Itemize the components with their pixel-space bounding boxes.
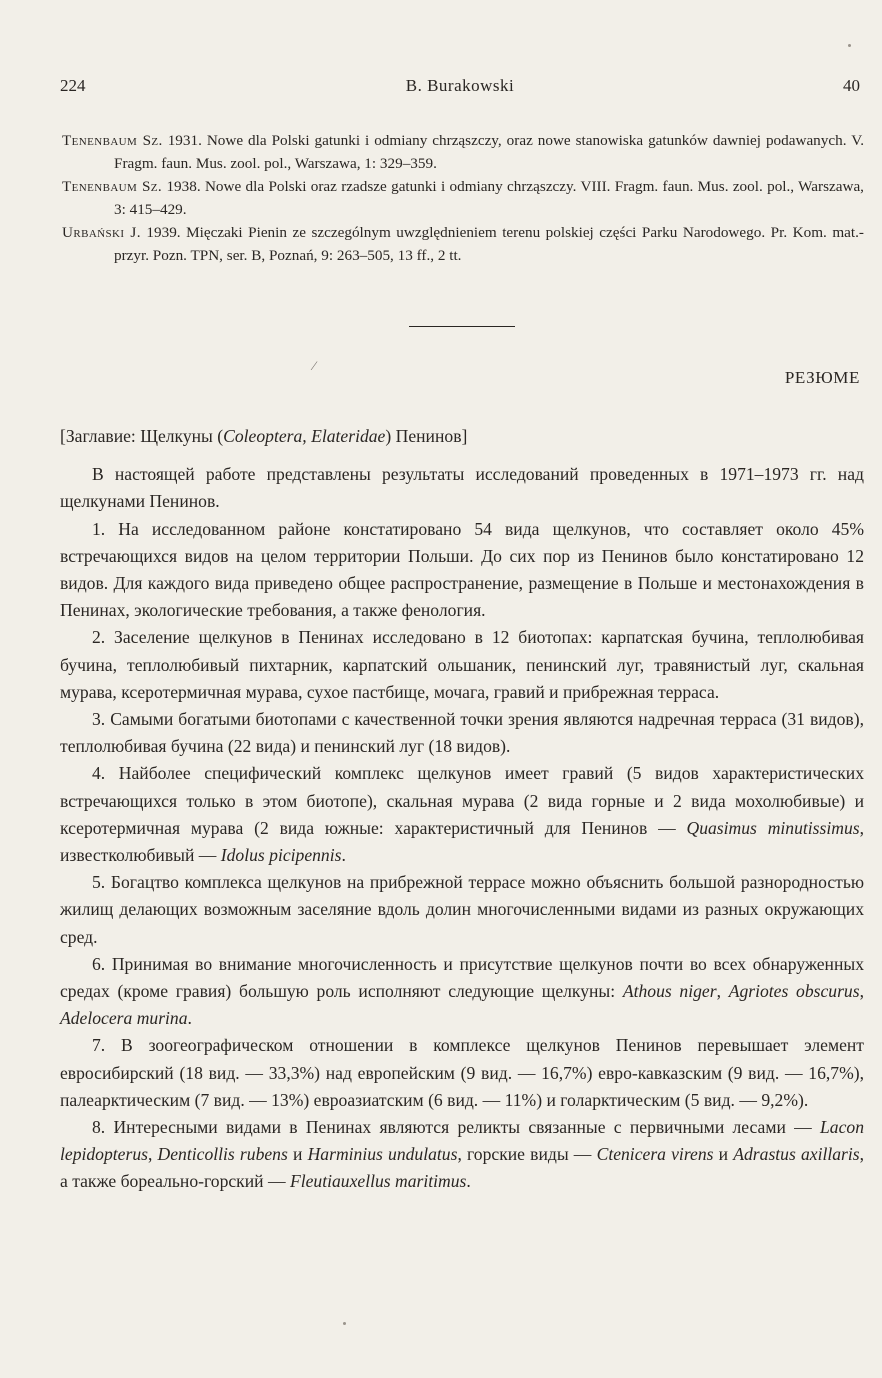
species-name: Ctenicera virens — [596, 1144, 714, 1165]
summary-title-taxa: Coleoptera, Elateridae — [223, 426, 386, 446]
summary-title-text-end: ) Пенинов] — [385, 426, 468, 446]
species-name: Denticollis rubens — [157, 1144, 288, 1165]
scan-speck — [848, 44, 851, 47]
summary-point-7: 7. В зоогеографическом отношении в комплексе щелкунов Пенинов перевышает элемент евросибирский (18 вид. — 33,3%) над европейским (9 вид. — 16,7%) евро-кавказским (9 вид. — 16,7%), палеарктическим (7 вид. — 13%) евроазиатским (6 вид. — 11%) и голарктическим (5 вид. — 9,2%). — [60, 1035, 864, 1110]
scan-mark: ⁄ — [313, 358, 316, 373]
text-run: , — [147, 1144, 158, 1165]
summary-point-1: 1. На исследованном районе констатировано 54 вида щелкунов, что составляет около 45% встречающихся видов на целом территории Польши. До сих пор из Пенинов было констатировано 12 видов. Для каждого вида приведено общее распространение, размещение в Польше и местонахождения в Пенинах, экологические требования, а также фенология. — [60, 518, 864, 621]
text-run: . — [341, 845, 346, 866]
species-name: Agriotes obscurus — [728, 981, 860, 1002]
summary-title-text: [Заглавие: Щелкуны ( — [60, 426, 224, 446]
text-run: и — [713, 1144, 734, 1165]
reference-text: 1931. Nowe dla Polski gatunki i odmiany chrząszczy, oraz nowe stanowiska gatunków dawniej podawanych. V. Fragm. faun. Mus. zool. pol., Warszawa, 1: 329–359. — [114, 132, 864, 172]
text-run: . — [466, 1171, 471, 1192]
summary-point-2: 2. Заселение щелкунов в Пенинах исследовано в 12 биотопах: карпатская бучина, теплолюбивая бучина, теплолюбивый пихтарник, карпатский ольшаник, пенинский луг, травянистый луг, скальная мурава, ксеротермичная мурава, сухое пастбище, мочага, гравий и прибрежная терраса. — [60, 627, 864, 702]
text-run: . — [187, 1008, 192, 1029]
summary-title — [60, 423, 864, 450]
summary-point-5: 5. Богацтво комплекса щелкунов на прибрежной террасе можно объяснить большой разнородностью жилищ делающих возможным заселяние вдоль долин многочисленными видами из разных окружающих сред. — [60, 872, 864, 947]
text-run: , — [859, 981, 864, 1002]
species-name: Harminius undulatus — [307, 1144, 458, 1165]
summary-point-3: 3. Самыми богатыми биотопами с качественной точки зрения являются надречная терраса (31 видов), теплолюбивая бучина (22 вида) и пенинский луг (18 видов). — [60, 709, 864, 757]
reference-text: 1939. Mięczaki Pienin ze szczególnym uwzględnieniem terenu polskiej części Parku Narodowego. Pr. Kom. mat.-przyr. Pozn. TPN, ser. B, Poznań, 9: 263–505, 13 ff., 2 tt. — [114, 224, 864, 264]
reference-text: 1938. Nowe dla Polski oraz rzadsze gatunki i odmiany chrząszczy. VIII. Fragm. faun. Mus. zool. pol., Warszawa, 3: 415–429. — [114, 178, 864, 218]
reference-entry — [62, 222, 864, 267]
section-divider — [409, 326, 515, 327]
russian-summary — [60, 423, 864, 1196]
running-title: B. Burakowski — [405, 76, 515, 95]
page-header — [60, 76, 860, 100]
scan-speck — [343, 1322, 346, 1325]
text-run: , горские виды — — [457, 1144, 597, 1165]
summary-intro: В настоящей работе представлены результаты исследований проведенных в 1971–1973 гг. над щелкунами Пенинов. — [60, 464, 864, 512]
species-name: Athous niger — [622, 981, 717, 1002]
page-number-right: 40 — [843, 76, 860, 95]
text-run: , — [716, 981, 729, 1002]
reference-author: Tenenbaum Sz. — [62, 132, 163, 149]
reference-entry — [62, 130, 864, 175]
text-run: , известколюбивый — — [60, 817, 864, 866]
species-name: Fleutiauxellus maritimus — [289, 1171, 467, 1192]
reference-list — [62, 130, 864, 269]
resume-heading: РЕЗЮМЕ — [784, 368, 860, 387]
species-name: Adelocera murina — [60, 1008, 188, 1029]
page-number-left: 224 — [60, 76, 86, 95]
text-run: 6. Принимая во внимание многочисленность и присутствие щелкунов почти во всех обнаруженных средах (кроме гравия) большую роль исполняют следующие щелкуны: — [60, 953, 864, 1002]
summary-point-8 — [60, 1114, 864, 1196]
summary-point-6 — [60, 951, 864, 1033]
summary-point-4 — [60, 760, 864, 869]
species-name: Lacon lepidopterus — [60, 1117, 864, 1165]
text-run: , а также бореально-горский — — [60, 1144, 865, 1192]
reference-author: Urbański J. — [62, 224, 141, 242]
species-name: Idolus picipennis — [220, 845, 342, 866]
species-name: Quasimus minutissimus — [686, 817, 860, 838]
species-name: Adrastus axillaris — [733, 1144, 860, 1165]
text-run: и — [287, 1144, 308, 1165]
reference-author: Tenenbaum Sz. — [62, 178, 163, 196]
reference-entry — [62, 176, 864, 221]
text-run: 4. Найболее специфический комплекс щелкунов имеет гравий (5 видов характеристических встречающихся только в этом биотопе), скальная мурава (2 вида горные и 2 вида мохолюбивые) и ксеротермичная мурава (2 вида южные: характеристичный для Пенинов — — [60, 763, 864, 838]
text-run: 8. Интересными видами в Пенинах являются реликты связанные с первичными лесами — — [92, 1117, 821, 1138]
